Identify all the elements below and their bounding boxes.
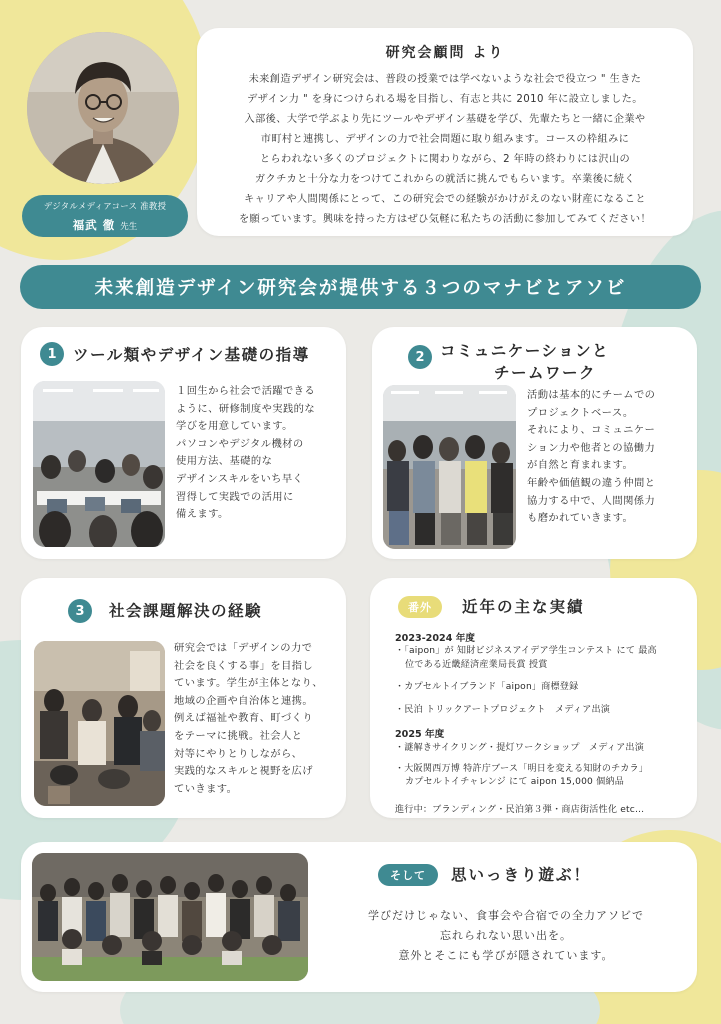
- message-body: 未来創造デザイン研究会は、普段の授業では学べないような社会で役立つ " 生きた デザイン力 " を身につけられる場を目指し、有志と共に 2010 年に設立しました。 入部後、大学で学ぶより先にツールやデザイン基礎を学び、先輩たちと一緒に企業や 市町村と連携し、デザインの力で社会問題に取り組みます。コースの枠組みに とらわれない多くのプロジェクトに関わりながら、2 年時の終わりには沢山の ガクチカと十分な力をつけてこれからの就活に挑んでもらいます。卒業後に続く キャリアや人間関係にとって、この研究会での経験がかけがえのない財産になること を願っています。興味を持った方はぜひ気軽に私たちの活動に参加してみてください！: [238, 74, 652, 225]
- play-title: 思いっきり遊ぶ！: [451, 866, 592, 884]
- section-title-line2: チームワーク: [494, 364, 597, 382]
- play-card: [21, 842, 697, 992]
- section-banner: [20, 265, 701, 309]
- message-title: 研究会顧問 より: [385, 45, 505, 61]
- achievements-card: [370, 578, 697, 818]
- discussion-photo: [34, 641, 165, 806]
- advisor-honorific: 先生: [120, 222, 138, 232]
- achievement-item: ・謎解きサイクリング・提灯ワークショップ メディア出演: [395, 743, 645, 753]
- advisor-name: 福武 徹: [72, 218, 116, 232]
- section-card-2: [372, 327, 697, 559]
- advisor-portrait: [27, 32, 179, 184]
- achievements-title: 近年の主な実績: [462, 598, 585, 616]
- achievement-year: 2023-2024 年度: [395, 633, 475, 644]
- section-number: 3: [68, 599, 92, 623]
- achievement-item: ・「aipon」が 知財ビジネスアイデア学生コンテスト にて 最高位である近畿経済産業局長賞 授賞: [395, 646, 657, 670]
- section-card-1: [21, 327, 346, 559]
- section-title: 社会課題解決の経験: [109, 602, 263, 620]
- achievement-ongoing: 進行中：ブランディング・民泊第３弾・商店街活性化 etc…: [395, 804, 645, 815]
- achievement-item: ・民泊 トリックアートプロジェクト メディア出演: [395, 704, 611, 715]
- achievements-list: [395, 623, 687, 815]
- section-body: １回生から社会で活躍できる ように、研修制度や実践的な 学びを用意しています。 パソコンやデジタル機材の 使用方法、基礎的な デザインスキルをいち早く 習得して実践での活用に 備えます。: [176, 385, 316, 521]
- play-badge: そして: [378, 864, 438, 886]
- section-card-3: [21, 578, 346, 818]
- achievement-year: 2025 年度: [395, 729, 445, 740]
- advisor-role: デジタルメディアコース 准教授: [43, 202, 167, 212]
- section-body: 研究会では「デザインの力で 社会を良くする事」を目指し ています。学生が主体となり、 地域の企画や自治体と連携。 例えば福祉や教育、町づくり をテーマに挑戦。社会人と 対等にやりとりしながら、 実践的なスキルと視野を広げ ていきます。: [174, 642, 323, 795]
- achievement-item: ・カプセルトイブランド「aipon」商標登録: [395, 682, 579, 692]
- section-number: 2: [408, 345, 432, 369]
- achievements-badge: 番外: [398, 596, 442, 618]
- section-title-line1: コミュニケーションと: [440, 342, 610, 360]
- group-photo: [32, 853, 308, 981]
- advisor-name-badge: [22, 195, 188, 237]
- banner-text: 未来創造デザイン研究会が提供する３つのマナビとアソビ: [94, 278, 627, 299]
- section-title: ツール類やデザイン基礎の指導: [73, 346, 310, 364]
- advisor-message-card: [197, 28, 693, 236]
- achievement-item: ・大阪関西万博 特許庁ブース「明日を変える知財のチカラ」 カプセルトイチャレンジ にて aipon 15,000 個納品: [395, 763, 649, 787]
- section-body: 活動は基本的にチームでの プロジェクトベース。 それにより、コミュニケー ション力や他者との協働力 が自然と育まれます。 年齢や価値観の違う仲間と 協力する中で、人間関係力 も磨かれていきます。: [527, 389, 656, 525]
- classroom-photo: [33, 381, 165, 547]
- team-huddle-photo: [383, 385, 516, 549]
- play-body: 学びだけじゃない、食事会や合宿での全力アソビで 忘れられない思い出を。 意外とそこにも学びが隠されています。: [368, 909, 644, 962]
- section-number: 1: [40, 342, 64, 366]
